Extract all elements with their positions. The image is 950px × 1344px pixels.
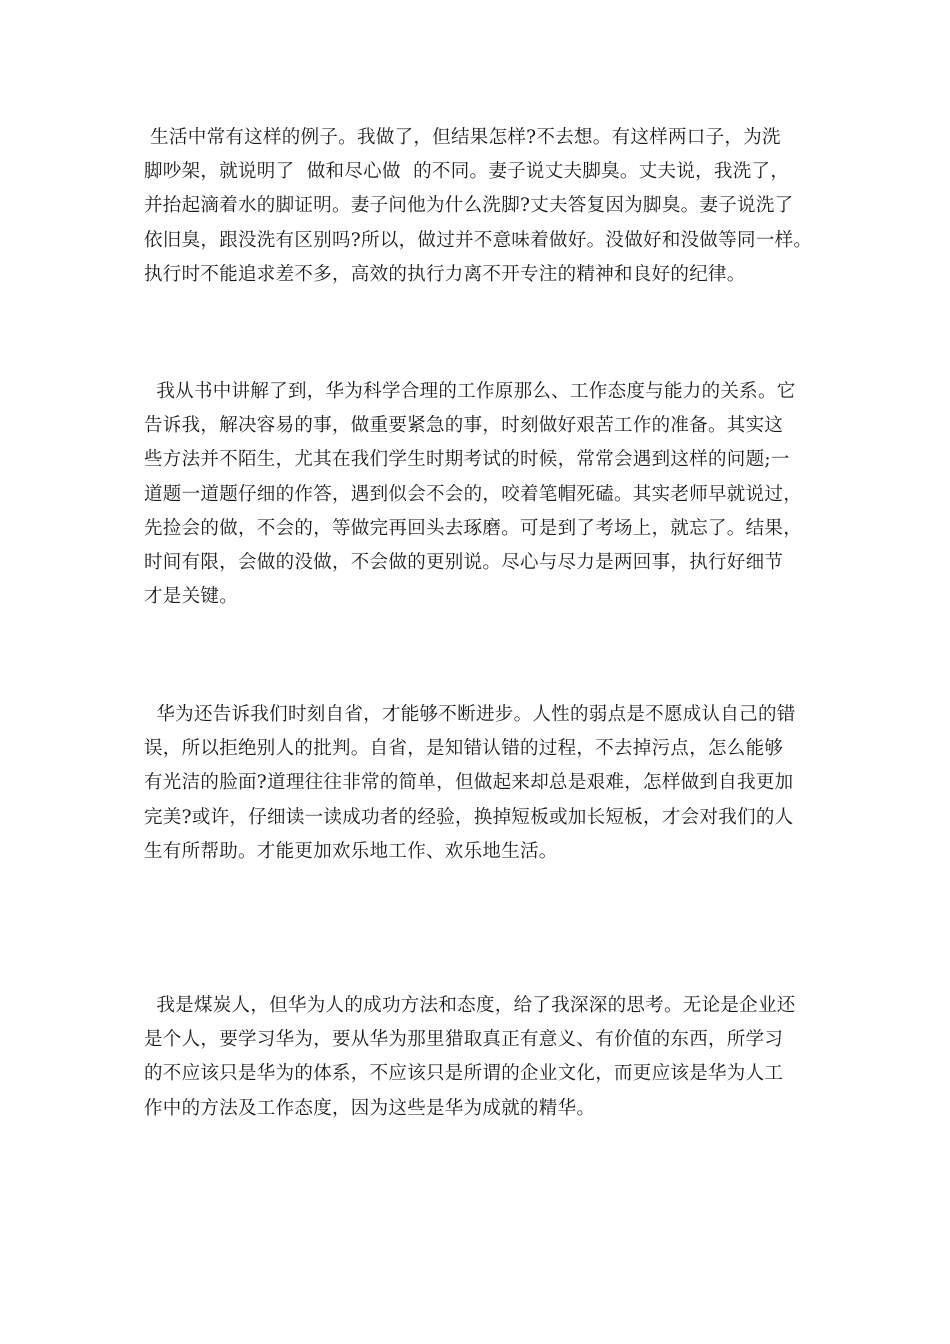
paragraph-1 <box>144 121 824 292</box>
paragraph-line: 有光洁的脸面?道理往往非常的简单，但做起来却总是艰难，怎样做到自我更加 <box>144 772 794 794</box>
paragraph-line: 我从书中讲解了到，华为科学合理的工作原那么、工作态度与能力的关系。它 <box>144 381 796 402</box>
paragraph-line: 执行时不能追求差不多，高效的执行力离不开专注的精神和良好的纪律。 <box>144 263 746 285</box>
paragraph-line: 的不应该只是华为的体系，不应该只是所谓的企业文化，而更应该是华为人工 <box>144 1063 784 1085</box>
paragraph-4 <box>144 989 824 1126</box>
paragraph-line: 依旧臭，跟没洗有区别吗?所以，做过并不意味着做好。没做好和没做等同一样。 <box>144 229 813 251</box>
paragraph-line: 生有所帮助。才能更加欢乐地工作、欢乐地生活。 <box>144 840 558 862</box>
paragraph-line: 时间有限，会做的没做，不会做的更别说。尽心与尽力是两回事，执行好细节 <box>144 551 784 573</box>
paragraph-line: 作中的方法及工作态度，因为这些是华为成就的精华。 <box>144 1097 596 1119</box>
paragraph-line: 道题一道题仔细的作答，遇到似会不会的，咬着笔帽死磕。其实老师早就说过， <box>144 483 803 505</box>
paragraph-line: 我是煤炭人，但华为人的成功方法和态度，给了我深深的思考。无论是企业还 <box>144 995 796 1016</box>
paragraph-line: 先捡会的做，不会的，等做完再回头去琢磨。可是到了考场上，就忘了。结果， <box>144 517 803 539</box>
paragraph-line: 才是关键。 <box>144 586 239 608</box>
paragraph-line: 是个人，要学习华为，要从华为那里猎取真正有意义、有价值的东西，所学习 <box>144 1029 784 1051</box>
paragraph-3 <box>144 698 824 869</box>
paragraph-line: 并抬起滴着水的脚证明。妻子问他为什么洗脚?丈夫答复因为脚臭。妻子说洗了 <box>144 195 794 217</box>
paragraph-2 <box>144 375 824 614</box>
paragraph-line: 些方法并不陌生，尤其在我们学生时期考试的时候，常常会遇到这样的问题;一 <box>144 449 790 471</box>
paragraph-line: 脚吵架，就说明了 做和尽心做 的不同。妻子说丈夫脚臭。丈夫说，我洗了， <box>144 161 790 183</box>
paragraph-line: 误，所以拒绝别人的批判。自省，是知错认错的过程，不去掉污点，怎么能够 <box>144 738 784 760</box>
paragraph-line: 完美?或许，仔细读一读成功者的经验，换掉短板或加长短板，才会对我们的人 <box>144 806 794 828</box>
paragraph-line: 告诉我，解决容易的事，做重要紧急的事，时刻做好艰苦工作的准备。其实这 <box>144 415 784 437</box>
paragraph-line: 华为还告诉我们时刻自省，才能够不断进步。人性的弱点是不愿成认自己的错 <box>144 704 796 725</box>
paragraph-line: 生活中常有这样的例子。我做了，但结果怎样?不去想。有这样两口子，为洗 <box>144 127 781 148</box>
